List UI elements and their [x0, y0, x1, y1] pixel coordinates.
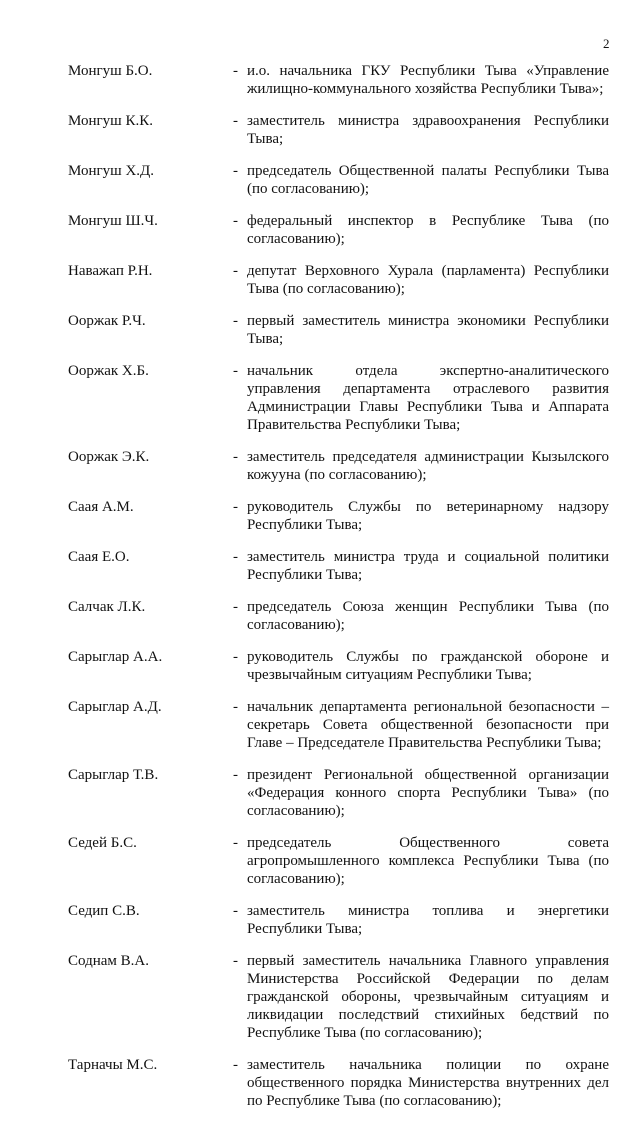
dash-separator: -	[233, 263, 238, 279]
member-position: федеральный инспектор в Республике Тыва (по согласованию);	[247, 213, 609, 247]
dash-separator: -	[233, 363, 238, 379]
member-position: руководитель Службы по гражданской обороне и чрезвычайным ситуациям Республики Тыва;	[247, 649, 609, 683]
list-item	[0, 766, 640, 820]
dash-separator: -	[233, 549, 238, 565]
page-number: 2	[603, 36, 610, 51]
dash-separator: -	[233, 835, 238, 851]
member-position: начальник департамента региональной безопасности – секретарь Совета общественной безопасности при Главе – Председателе Правительства Республики Тыва;	[247, 699, 609, 751]
list-item	[0, 112, 640, 148]
member-name: Монгуш К.К.	[68, 113, 153, 129]
member-position: первый заместитель начальника Главного управления Министерства Российской Федерации по делам гражданской обороны, чрезвычайным ситуациям и ликвидации последствий стихийных бедствий по Республике Тыва (по согласованию);	[247, 953, 609, 1041]
dash-separator: -	[233, 313, 238, 329]
dash-separator: -	[233, 699, 238, 715]
member-position: заместитель председателя администрации Кызылского кожууна (по согласованию);	[247, 449, 609, 483]
member-position: руководитель Службы по ветеринарному надзору Республики Тыва;	[247, 499, 609, 533]
member-name: Ооржак Х.Б.	[68, 363, 149, 379]
dash-separator: -	[233, 63, 238, 79]
member-position: первый заместитель министра экономики Республики Тыва;	[247, 313, 609, 347]
list-item	[0, 498, 640, 534]
list-item	[0, 212, 640, 248]
member-position: председатель Союза женщин Республики Тыва (по согласованию);	[247, 599, 609, 633]
dash-separator: -	[233, 113, 238, 129]
member-name: Ооржак Р.Ч.	[68, 313, 146, 329]
member-name: Седип С.В.	[68, 903, 140, 919]
list-item	[0, 448, 640, 484]
member-position: заместитель министра здравоохранения Республики Тыва;	[247, 113, 609, 147]
member-name: Саая Е.О.	[68, 549, 130, 565]
list-item	[0, 312, 640, 348]
member-list	[0, 62, 640, 1124]
list-item	[0, 1056, 640, 1110]
list-item	[0, 834, 640, 888]
list-item	[0, 362, 640, 434]
member-position: и.о. начальника ГКУ Республики Тыва «Управление жилищно-коммунального хозяйства Республики Тыва»;	[247, 63, 609, 97]
dash-separator: -	[233, 1057, 238, 1073]
member-name: Тарначы М.С.	[68, 1057, 158, 1073]
list-item	[0, 162, 640, 198]
member-name: Салчак Л.К.	[68, 599, 146, 615]
member-name: Саая А.М.	[68, 499, 134, 515]
member-position: заместитель министра топлива и энергетики Республики Тыва;	[247, 903, 609, 937]
member-name: Ооржак Э.К.	[68, 449, 150, 465]
member-name: Наважап Р.Н.	[68, 263, 153, 279]
dash-separator: -	[233, 599, 238, 615]
list-item	[0, 902, 640, 938]
dash-separator: -	[233, 649, 238, 665]
member-position: председатель Общественного совета агропромышленного комплекса Республики Тыва (по согласованию);	[247, 835, 609, 887]
dash-separator: -	[233, 213, 238, 229]
list-item	[0, 62, 640, 98]
member-name: Соднам В.А.	[68, 953, 149, 969]
list-item	[0, 598, 640, 634]
member-name: Монгуш Х.Д.	[68, 163, 155, 179]
list-item	[0, 548, 640, 584]
dash-separator: -	[233, 767, 238, 783]
member-position: начальник отдела экспертно-аналитического управления департамента отраслевого развития Администрации Главы Республики Тыва и Аппарата Правительства Республики Тыва;	[247, 363, 609, 433]
member-position: председатель Общественной палаты Республики Тыва (по согласованию);	[247, 163, 609, 197]
member-position: президент Региональной общественной организации «Федерация конного спорта Республики Тыва» (по согласованию);	[247, 767, 609, 819]
list-item	[0, 952, 640, 1042]
member-name: Монгуш Б.О.	[68, 63, 153, 79]
member-position: заместитель министра труда и социальной политики Республики Тыва;	[247, 549, 609, 583]
member-name: Монгуш Ш.Ч.	[68, 213, 158, 229]
list-item	[0, 262, 640, 298]
dash-separator: -	[233, 449, 238, 465]
member-position: депутат Верховного Хурала (парламента) Республики Тыва (по согласованию);	[247, 263, 609, 297]
member-position: заместитель начальника полиции по охране общественного порядка Министерства внутренних дел по Республике Тыва (по согласованию);	[247, 1057, 609, 1109]
dash-separator: -	[233, 903, 238, 919]
dash-separator: -	[233, 499, 238, 515]
member-name: Сарыглар А.Д.	[68, 699, 162, 715]
list-item	[0, 698, 640, 752]
member-name: Сарыглар Т.В.	[68, 767, 159, 783]
dash-separator: -	[233, 163, 238, 179]
member-name: Седей Б.С.	[68, 835, 137, 851]
list-item	[0, 648, 640, 684]
member-name: Сарыглар А.А.	[68, 649, 163, 665]
dash-separator: -	[233, 953, 238, 969]
